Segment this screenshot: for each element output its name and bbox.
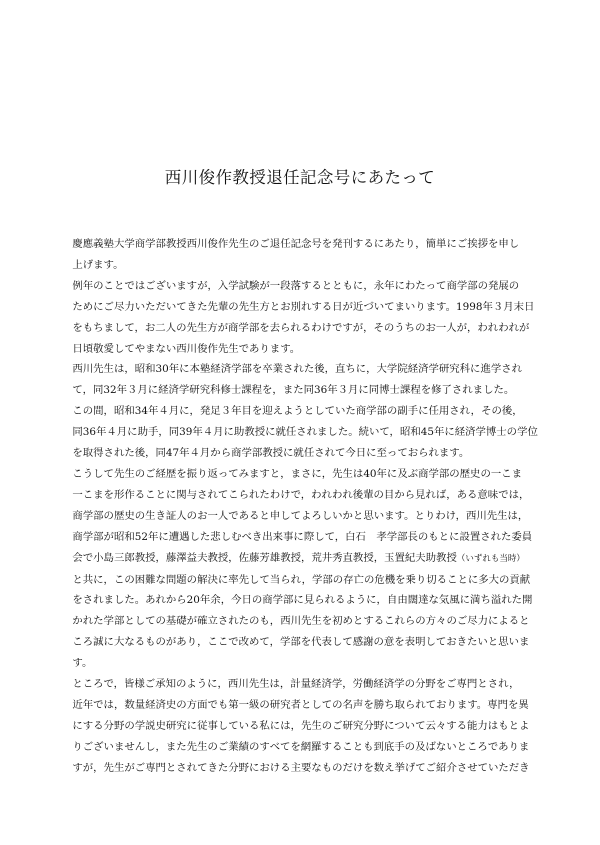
text-line-with-note (62, 548, 540, 570)
text-line: と共に，この困難な問題の解決に率先して当られ，学部の存亡の危機を乗り切ることに多大の貢献 (72, 573, 531, 586)
text-line: かれた学部としての基礎が確立されたのも，西川先生を初めとするこれらの方々のご尽力によると (72, 615, 530, 628)
text-line: ころ誠に大なるものがあり，ここで改めて，学部を代表して感謝の意を表明しておきたいと思いま (72, 636, 530, 649)
paragraph-4 (62, 401, 540, 464)
text-line: りございませんし，また先生のご業績のすべてを網羅することも到底手の及ばないところでありま (72, 740, 530, 753)
text-line: 西川先生は，昭和30年に本塾経済学部を卒業された後，直ちに，大学院経済学研究科に進学され (72, 363, 523, 376)
text-line: すが，先生がご専門とされてきた分野における主要なものだけを数え挙げてご紹介させていただき (72, 761, 530, 774)
paragraph-6 (62, 674, 540, 779)
paragraph-1 (62, 234, 540, 276)
text-line: 一こまを形作ることに関与されてこられたわけで，われわれ後輩の目から見れば，ある意味では， (72, 488, 530, 501)
text-line: 上げます。 (72, 258, 124, 271)
text-line: 商学部の歴史の生き証人のお一人であると申してよろしいかと思います。とりわけ，西川先生は， (72, 509, 529, 522)
text-line: 商学部が昭和52年に遭遇した悲しむべき出来事に際して，白石 孝学部長のもとに設置された委員 (72, 530, 533, 543)
text-line: て，同32年３月に経済学研究科修士課程を，また同36年３月に同博士課程を修了されました。 (72, 384, 515, 397)
text-segment: 会で小島三郎教授，藤澤益夫教授，佐藤芳雄教授，荒井秀直教授，玉置紀夫助教授 (72, 551, 457, 564)
text-line: す。 (72, 657, 93, 670)
text-line: こうして先生のご経歴を振り返ってみますと，まさに，先生は40年に及ぶ商学部の歴史の一こま (72, 467, 523, 480)
text-line: この間，昭和34年４月に，発足３年目を迎えようとしていた商学部の副手に任用され，その後， (72, 405, 523, 418)
text-line: 例年のことではございますが，入学試験が一段落するとともに，永年にわたって商学部の発展の (72, 279, 520, 292)
text-line: をもちまして，お二人の先生方が商学部を去られるわけですが，そのうちのお一人が，われわれが (72, 321, 530, 334)
page-title: 西川俊作教授退任記念号にあたって (164, 168, 436, 188)
paragraph-3 (62, 359, 540, 401)
document-body (62, 234, 540, 779)
text-line: 日頃敬愛してやまない西川俊作先生であります。 (72, 342, 301, 355)
text-line: 近年では，数量経済史の方面でも第一級の研究者としての名声を勝ち取られております。専門を異 (72, 698, 529, 711)
text-line: にする分野の学説史研究に従事している私には，先生のご研究分野について云々する能力はもとよ (72, 719, 530, 732)
text-line: 慶應義塾大学商学部教授西川俊作先生のご退任記念号を発刊するにあたり，簡単にご挨拶を申し (72, 238, 520, 250)
text-line: ところで，皆様ご承知のように，西川先生は，計量経済学，労働経済学の分野をご専門とされ， (72, 678, 520, 691)
paragraph-5 (62, 464, 540, 674)
text-line: を取得された後，同47年４月から商学部教授に就任されて今日に至っておられます。 (72, 447, 470, 460)
paragraph-2 (62, 276, 540, 360)
parenthetical-note: （いずれも当時） (456, 553, 525, 564)
text-line: 同36年４月に助手，同39年４月に助教授に就任されました。続いて，昭和45年に経済学博士の学位 (72, 426, 538, 439)
text-line: ためにご尽力いただいてきた先輩の先生方とお別れする日が近づいてまいります。1998年３月末日 (72, 300, 535, 313)
text-line: をされました。あれから20年余，今日の商学部に見られるように，自由闊達な気風に満ち溢れた開 (72, 594, 533, 607)
